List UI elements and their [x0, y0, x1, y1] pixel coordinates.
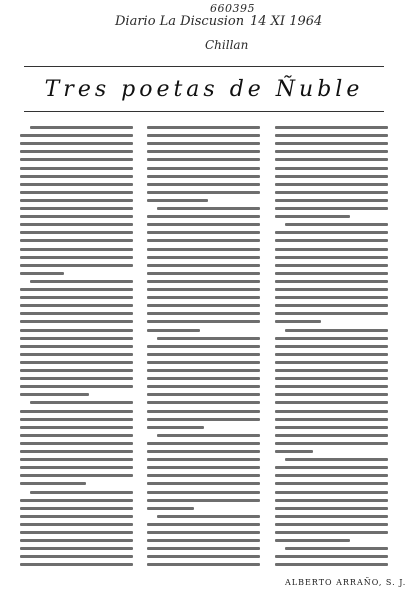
text-line	[147, 474, 260, 477]
text-line	[20, 426, 133, 429]
text-line	[20, 547, 133, 550]
text-line	[20, 361, 133, 364]
text-line	[20, 215, 133, 218]
text-line	[20, 434, 133, 437]
text-line	[275, 183, 388, 186]
text-line	[147, 426, 204, 429]
article-column-3	[275, 126, 388, 574]
text-line	[147, 239, 260, 242]
text-line	[275, 401, 388, 404]
text-line	[147, 183, 260, 186]
text-line	[275, 126, 388, 129]
text-line	[147, 555, 260, 558]
text-line	[147, 458, 260, 461]
text-line	[20, 207, 133, 210]
text-line	[20, 369, 133, 372]
text-line	[20, 329, 133, 332]
text-line	[275, 231, 388, 234]
text-line	[147, 507, 194, 510]
text-line	[147, 134, 260, 137]
text-line	[285, 223, 388, 226]
handwritten-city: Chillan	[205, 38, 249, 52]
text-line	[147, 523, 260, 526]
text-line	[20, 296, 133, 299]
text-line	[147, 482, 260, 485]
text-line	[147, 466, 260, 469]
text-line	[147, 442, 260, 445]
text-line	[275, 361, 388, 364]
text-line	[20, 410, 133, 413]
text-line	[147, 329, 200, 332]
text-line	[275, 507, 388, 510]
text-line	[20, 150, 133, 153]
text-line	[20, 312, 133, 315]
text-line	[20, 183, 133, 186]
text-line	[275, 296, 388, 299]
text-line	[275, 539, 350, 542]
text-line	[20, 134, 133, 137]
text-line	[275, 563, 388, 566]
text-line	[275, 215, 350, 218]
text-line	[20, 474, 133, 477]
text-line	[20, 507, 133, 510]
text-line	[147, 175, 260, 178]
text-line	[20, 248, 133, 251]
text-line	[147, 256, 260, 259]
text-line	[147, 385, 260, 388]
text-line	[275, 337, 388, 340]
text-line	[30, 280, 133, 283]
text-line	[20, 239, 133, 242]
text-line	[147, 450, 260, 453]
text-line	[275, 142, 388, 145]
text-line	[20, 377, 133, 380]
text-line	[20, 320, 133, 323]
text-line	[275, 320, 321, 323]
text-line	[275, 369, 388, 372]
text-line	[147, 547, 260, 550]
article-column-1	[20, 126, 133, 574]
text-line	[20, 523, 133, 526]
text-line	[275, 158, 388, 161]
text-line	[285, 329, 388, 332]
text-line	[20, 482, 86, 485]
text-line	[20, 555, 133, 558]
text-line	[275, 288, 388, 291]
text-line	[157, 337, 260, 340]
text-line	[147, 410, 260, 413]
text-line	[147, 401, 260, 404]
text-line	[275, 199, 388, 202]
text-line	[147, 563, 260, 566]
text-line	[275, 393, 388, 396]
article-body	[20, 126, 388, 574]
text-line	[275, 434, 388, 437]
article-byline: ALBERTO ARRAÑO, S. J.	[285, 578, 406, 587]
text-line	[147, 320, 260, 323]
text-line	[147, 158, 260, 161]
text-line	[20, 563, 133, 566]
text-line	[147, 304, 260, 307]
text-line	[275, 523, 388, 526]
text-line	[147, 142, 260, 145]
text-line	[147, 215, 260, 218]
text-line	[275, 515, 388, 518]
text-line	[275, 312, 388, 315]
text-line	[275, 134, 388, 137]
text-line	[147, 361, 260, 364]
text-line	[275, 531, 388, 534]
text-line	[147, 248, 260, 251]
text-line	[275, 418, 388, 421]
text-line	[20, 393, 89, 396]
text-line	[147, 150, 260, 153]
text-line	[275, 450, 313, 453]
text-line	[275, 304, 388, 307]
text-line	[275, 256, 388, 259]
text-line	[20, 264, 133, 267]
text-line	[20, 531, 133, 534]
text-line	[20, 142, 133, 145]
article-column-2	[147, 126, 260, 574]
text-line	[275, 272, 388, 275]
text-line	[275, 248, 388, 251]
handwritten-date: 14 XI 1964	[250, 14, 323, 29]
text-line	[275, 474, 388, 477]
text-line	[20, 175, 133, 178]
text-line	[285, 547, 388, 550]
text-line	[20, 458, 133, 461]
text-line	[147, 418, 260, 421]
text-line	[20, 199, 133, 202]
text-line	[30, 126, 133, 129]
text-line	[275, 353, 388, 356]
text-line	[147, 312, 260, 315]
text-line	[275, 191, 388, 194]
text-line	[20, 256, 133, 259]
text-line	[20, 418, 133, 421]
text-line	[275, 482, 388, 485]
text-line	[275, 555, 388, 558]
text-line	[20, 223, 133, 226]
text-line	[275, 442, 388, 445]
text-line	[147, 126, 260, 129]
handwritten-source: Diario La Discusion	[115, 14, 245, 29]
text-line	[147, 393, 260, 396]
text-line	[275, 345, 388, 348]
text-line	[275, 426, 388, 429]
text-line	[147, 199, 208, 202]
text-line	[20, 337, 133, 340]
text-line	[20, 191, 133, 194]
text-line	[147, 264, 260, 267]
text-line	[20, 167, 133, 170]
text-line	[30, 491, 133, 494]
text-line	[147, 280, 260, 283]
text-line	[275, 264, 388, 267]
text-line	[147, 353, 260, 356]
text-line	[275, 499, 388, 502]
text-line	[20, 450, 133, 453]
text-line	[275, 207, 388, 210]
text-line	[20, 158, 133, 161]
text-line	[147, 231, 260, 234]
text-line	[147, 377, 260, 380]
text-line	[147, 345, 260, 348]
text-line	[275, 491, 388, 494]
text-line	[147, 491, 260, 494]
text-line	[20, 466, 133, 469]
text-line	[275, 410, 388, 413]
article-headline: Tres poetas de Ñuble	[44, 76, 364, 102]
text-line	[20, 442, 133, 445]
text-line	[275, 167, 388, 170]
text-line	[285, 458, 388, 461]
text-line	[147, 531, 260, 534]
text-line	[30, 401, 133, 404]
text-line	[275, 150, 388, 153]
text-line	[20, 288, 133, 291]
text-line	[157, 207, 260, 210]
text-line	[157, 434, 260, 437]
text-line	[147, 288, 260, 291]
text-line	[275, 377, 388, 380]
text-line	[147, 539, 260, 542]
text-line	[20, 499, 133, 502]
text-line	[20, 539, 133, 542]
text-line	[275, 385, 388, 388]
text-line	[20, 304, 133, 307]
archive-number: 660395	[210, 2, 255, 15]
text-line	[20, 345, 133, 348]
text-line	[147, 499, 260, 502]
text-line	[275, 280, 388, 283]
text-line	[20, 385, 133, 388]
text-line	[20, 353, 133, 356]
text-line	[147, 369, 260, 372]
headline-box	[24, 66, 384, 112]
text-line	[20, 515, 133, 518]
text-line	[20, 231, 133, 234]
text-line	[275, 466, 388, 469]
text-line	[147, 167, 260, 170]
text-line	[147, 223, 260, 226]
text-line	[147, 191, 260, 194]
text-line	[147, 296, 260, 299]
text-line	[20, 272, 64, 275]
text-line	[147, 272, 260, 275]
text-line	[157, 515, 260, 518]
text-line	[275, 239, 388, 242]
text-line	[275, 175, 388, 178]
